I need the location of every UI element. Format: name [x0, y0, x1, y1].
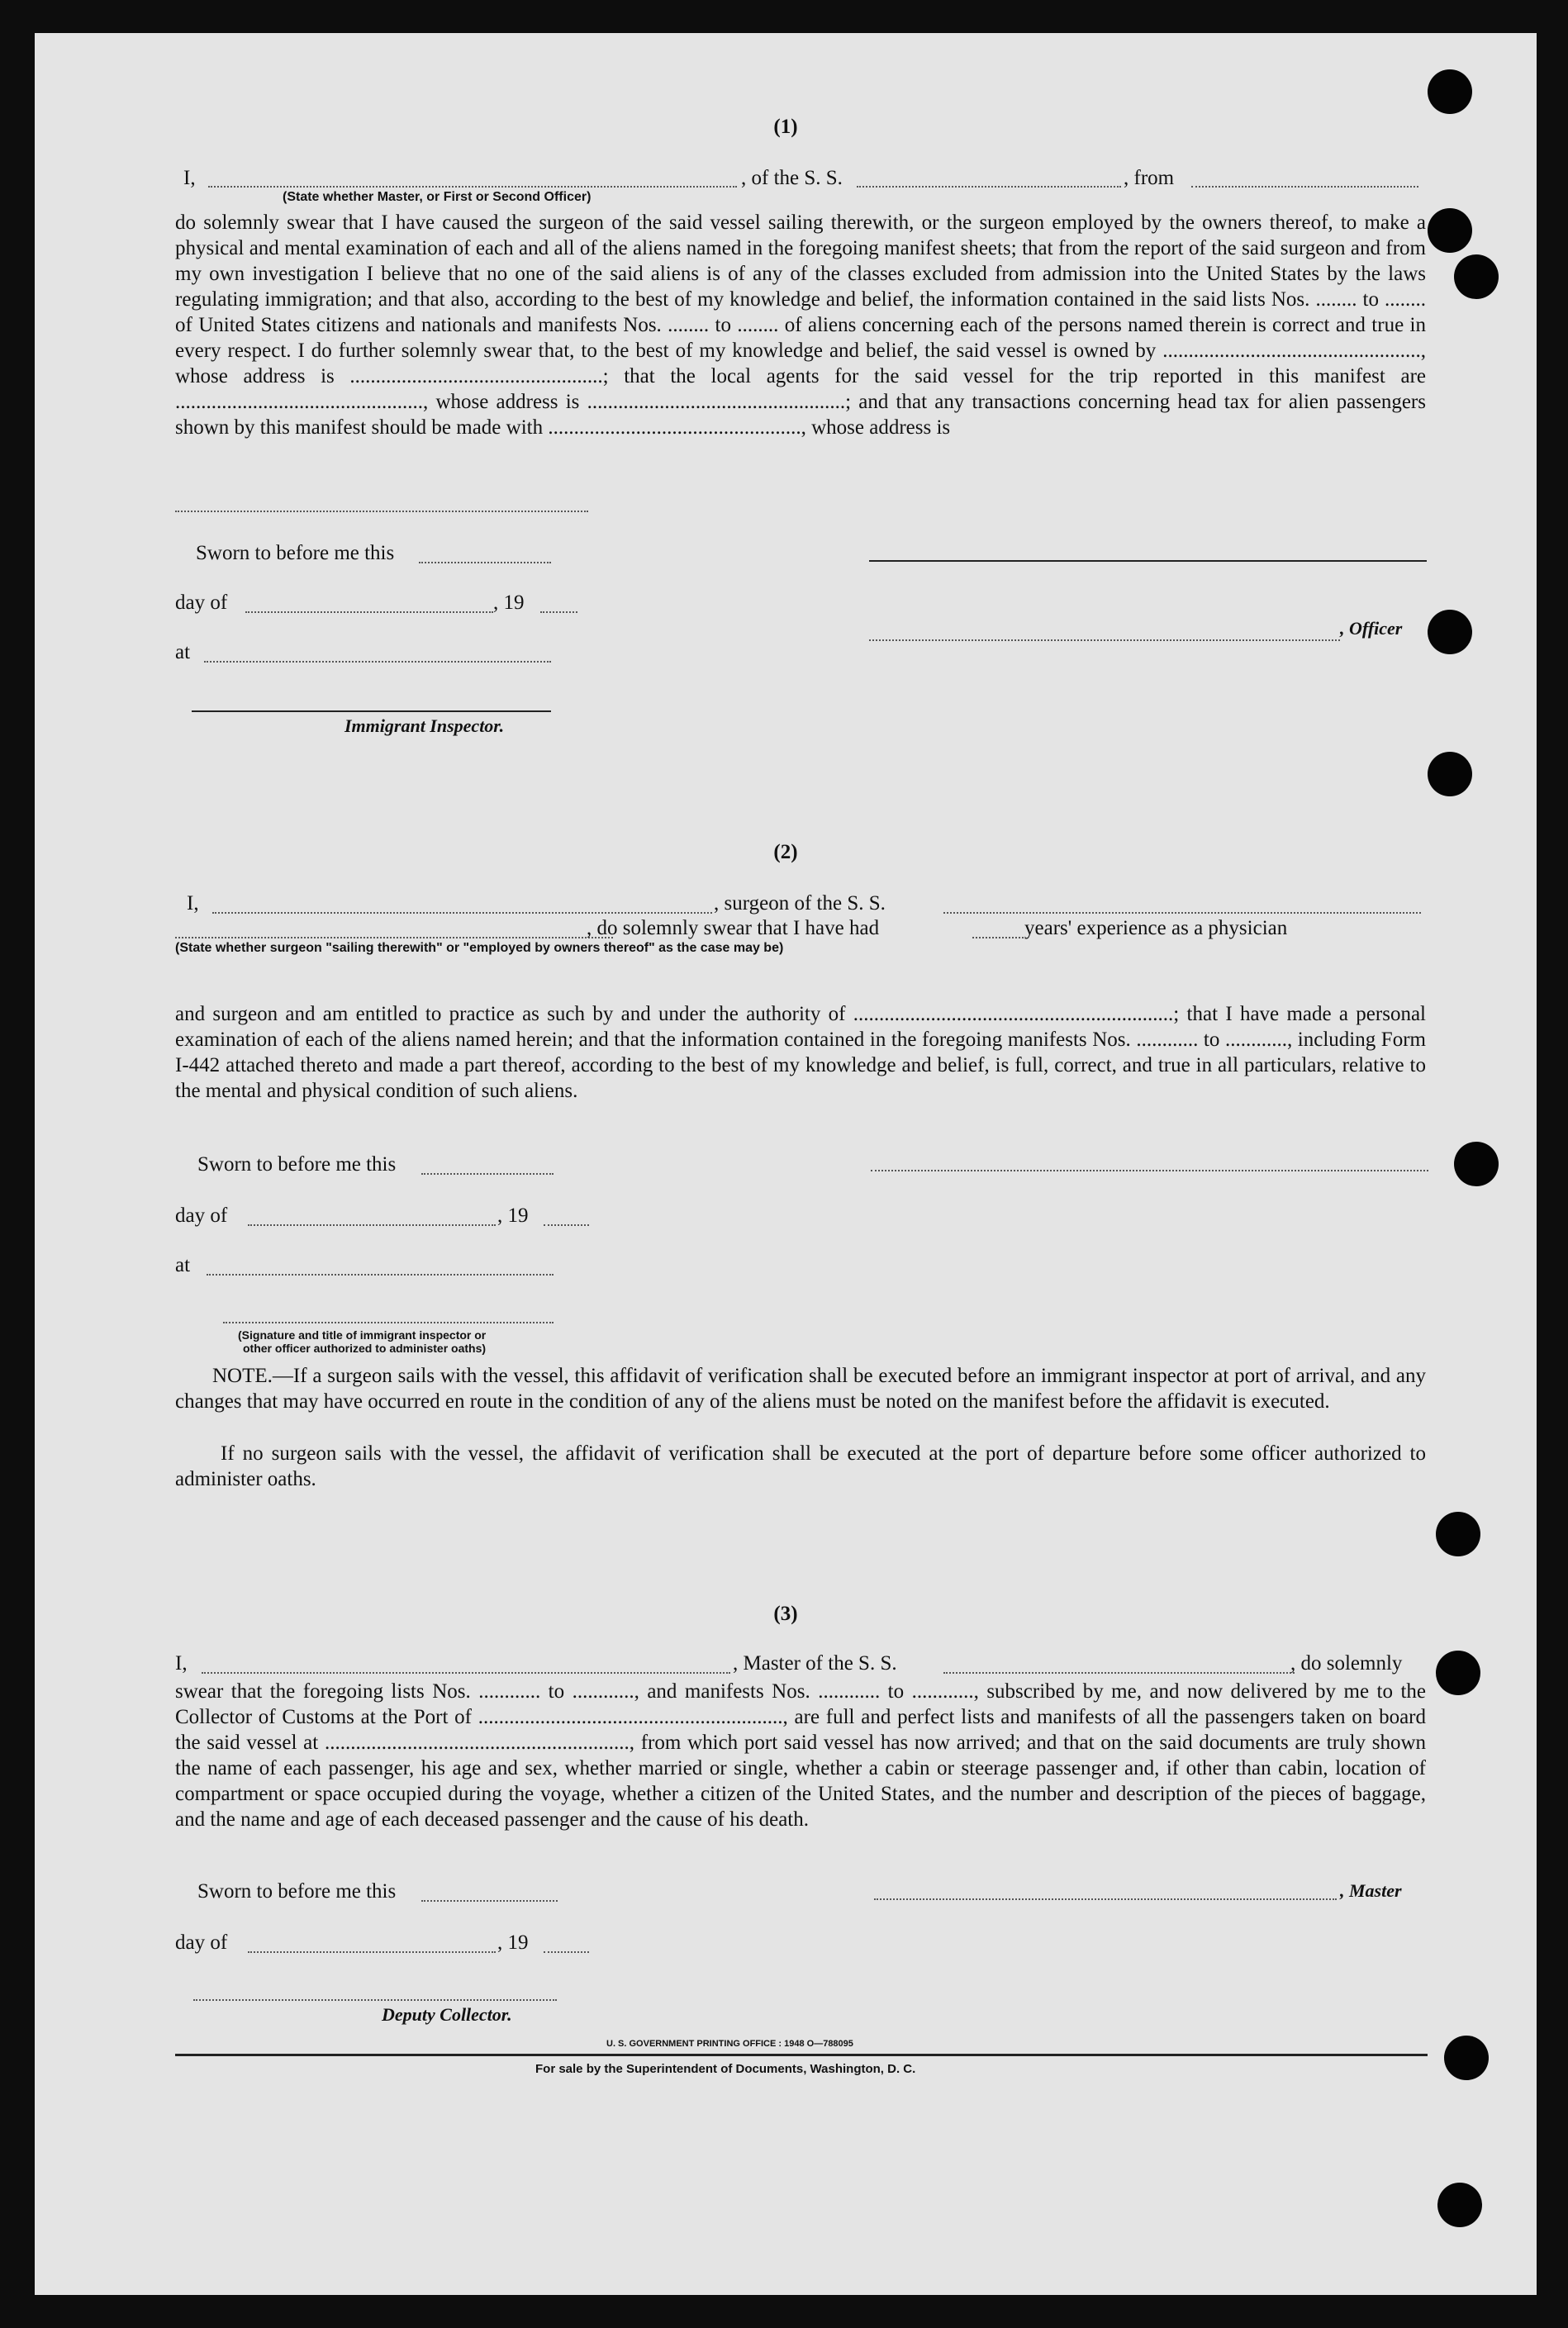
printing-office-imprint: U. S. GOVERNMENT PRINTING OFFICE : 1948 O—788095 — [606, 2039, 853, 2049]
punch-hole — [1436, 1651, 1480, 1695]
bleed-through-text — [497, 512, 512, 537]
punch-hole — [1454, 1142, 1499, 1186]
s1-year-label: , 19 — [493, 592, 525, 614]
for-sale-notice: For sale by the Superintendent of Documents, Washington, D. C. — [535, 2062, 916, 2076]
s2-year-field[interactable] — [544, 1224, 589, 1226]
s3-master-name-field[interactable] — [202, 1672, 730, 1674]
s2-swear-label: , do solemnly swear that I have had — [587, 917, 880, 939]
s2-sworn-label: Sworn to before me this — [197, 1153, 397, 1176]
s1-inspector-title: Immigrant Inspector. — [344, 715, 505, 736]
s1-sworn-field[interactable] — [419, 562, 551, 563]
s3-day-of-label: day of — [175, 1931, 228, 1954]
s1-sworn-label: Sworn to before me this — [196, 542, 395, 564]
s3-day-field[interactable] — [248, 1951, 496, 1953]
punch-hole — [1428, 752, 1472, 796]
s2-day-of-label: day of — [175, 1204, 228, 1227]
s2-surgeon-name-field[interactable] — [212, 912, 712, 914]
s1-of-ss-label: , of the S. S. — [741, 167, 843, 189]
s2-year-label: , 19 — [497, 1204, 529, 1227]
s2-years-label: years' experience as a physician — [1024, 917, 1288, 939]
s3-sworn-field[interactable] — [421, 1900, 558, 1902]
manifest-reverse-page — [35, 33, 1537, 2295]
punch-hole — [1436, 1512, 1480, 1556]
s3-i-label: I, — [175, 1652, 188, 1675]
s2-status-caption: (State whether surgeon "sailing therewith" or "employed by owners thereof" as the case may be) — [175, 941, 784, 955]
s2-years-field[interactable] — [972, 937, 1024, 938]
s2-sworn-field[interactable] — [421, 1173, 554, 1175]
s1-at-label: at — [175, 641, 191, 663]
s2-sig-caption-2: other officer authorized to administer oaths) — [243, 1342, 487, 1355]
s1-officer-signature-line[interactable] — [869, 560, 1427, 562]
s3-master-title: , Master — [1340, 1880, 1402, 1901]
s3-ss-name-field[interactable] — [943, 1672, 1295, 1674]
s2-note-1: NOTE.—If a surgeon sails with the vessel, this affidavit of verification shall be executed before an immigrant inspector at port of arrival, and any changes that may have occurred en route in the condition of any of the aliens must be noted on the manifest before the affidavit is executed. — [175, 1365, 1426, 1413]
s2-at-label: at — [175, 1254, 191, 1276]
s2-surgeon-signature-line[interactable] — [871, 1170, 1428, 1171]
s2-at-field[interactable] — [207, 1274, 554, 1276]
s3-sworn-label: Sworn to before me this — [197, 1880, 397, 1903]
s3-solemnly-label: , do solemnly — [1290, 1652, 1403, 1675]
s1-day-of-label: day of — [175, 592, 228, 614]
s2-inspector-signature-line[interactable] — [223, 1322, 554, 1323]
s1-from-field[interactable] — [1191, 186, 1418, 188]
footer-rule — [175, 2054, 1428, 2056]
s2-status-field[interactable] — [175, 937, 613, 938]
s1-inspector-signature-line[interactable] — [192, 710, 551, 712]
s2-body: and surgeon and am entitled to practice as such by and under the authority of ..............................................................; that I have made a personal examination of each of the aliens named herein; and that the information contained in the foregoing manifests Nos. ............ to ............, including Form I-442 attached thereto and made a part thereof, according to the best of my knowledge and belief, is full, correct, and true in all particulars, relative to the mental and physical condition of such aliens. — [175, 1003, 1426, 1102]
section-1-number: (1) — [773, 116, 798, 138]
s2-day-field[interactable] — [248, 1224, 496, 1226]
s1-day-field[interactable] — [245, 611, 493, 613]
s1-line1: I, — [183, 167, 196, 189]
s2-note-2: If no surgeon sails with the vessel, the affidavit of verification shall be executed at the port of departure before some officer authorized to administer oaths. — [175, 1442, 1426, 1490]
punch-hole — [1428, 69, 1472, 114]
punch-hole — [1437, 2183, 1482, 2227]
s3-body: swear that the foregoing lists Nos. ............ to ............, and manifests Nos. ............ to ............, subscribed by me, and now delivered by me to the Collector of Customs at the Port of ..........................................................., are full and perfect lists and manifests of all the passengers taken on board the said vessel at ..........................................................., from which port said vessel has now arrived; and that on the said documents are truly shown the name of each passenger, his age and sex, whether married or single, whether a cabin or steerage passenger and, if other than cabin, location of compartment or space occupied during the voyage, whether a citizen of the United States, and the number and description of the pieces of baggage, and the name and age of each deceased passenger and the cause of his death. — [175, 1680, 1426, 1831]
section-3-number: (3) — [773, 1603, 798, 1625]
s3-year-label: , 19 — [497, 1931, 529, 1954]
punch-hole — [1428, 208, 1472, 253]
s1-at-field[interactable] — [204, 661, 551, 663]
s1-from-label: , from — [1124, 167, 1175, 189]
section-2-number: (2) — [773, 841, 798, 863]
s1-officer-title: , Officer — [1340, 618, 1403, 639]
s1-officer-field[interactable] — [869, 639, 1340, 641]
punch-hole — [1454, 254, 1499, 299]
s3-year-field[interactable] — [544, 1951, 589, 1953]
s1-body: do solemnly swear that I have caused the surgeon of the said vessel sailing therewith, or the surgeon employed by the owners thereof, to make a physical and mental examination of each and all of the aliens named in the foregoing manifest sheets; that from the report of the said surgeon and from my own investigation I believe that no one of the said aliens is of any of the classes excluded from admission into the United States by the laws regulating immigration; and that also, according to the best of my knowledge and belief, the information contained in the said lists Nos. ........ to ........ of United States citizens and nationals and manifests Nos. ........ to ........ of aliens concerning each of the persons named therein is correct and true in every respect. I do further solemnly swear that, to the best of my knowledge and belief, the said vessel is owned by .................................................., whose address is .................................................; that the local agents for the said vessel for the trip reported in this manifest are ................................................, whose address is ..................................................; and that any transactions concerning head tax for alien passengers shown by this manifest should be made with ................................................., whose address is — [175, 211, 1426, 439]
s1-ss-name-field[interactable] — [857, 186, 1121, 188]
s1-whose-address-field[interactable] — [175, 511, 588, 512]
s3-deputy-signature-line[interactable] — [193, 1999, 557, 2001]
s3-master-signature-line[interactable] — [874, 1898, 1337, 1900]
s1-year-field[interactable] — [540, 611, 577, 613]
s1-officer-name-field[interactable] — [208, 186, 737, 188]
s2-ss-name-field[interactable] — [943, 912, 1421, 914]
s2-sig-caption-1: (Signature and title of immigrant inspector or — [238, 1328, 487, 1342]
s1-officer-caption: (State whether Master, or First or Second Officer) — [283, 190, 592, 204]
punch-hole — [1428, 610, 1472, 654]
punch-hole — [1444, 2036, 1489, 2080]
s3-master-of-ss-label: , Master of the S. S. — [733, 1652, 897, 1675]
s3-deputy-title: Deputy Collector. — [382, 2004, 512, 2025]
s2-surgeon-of-ss-label: , surgeon of the S. S. — [714, 892, 886, 915]
s2-i-label: I, — [187, 892, 199, 915]
